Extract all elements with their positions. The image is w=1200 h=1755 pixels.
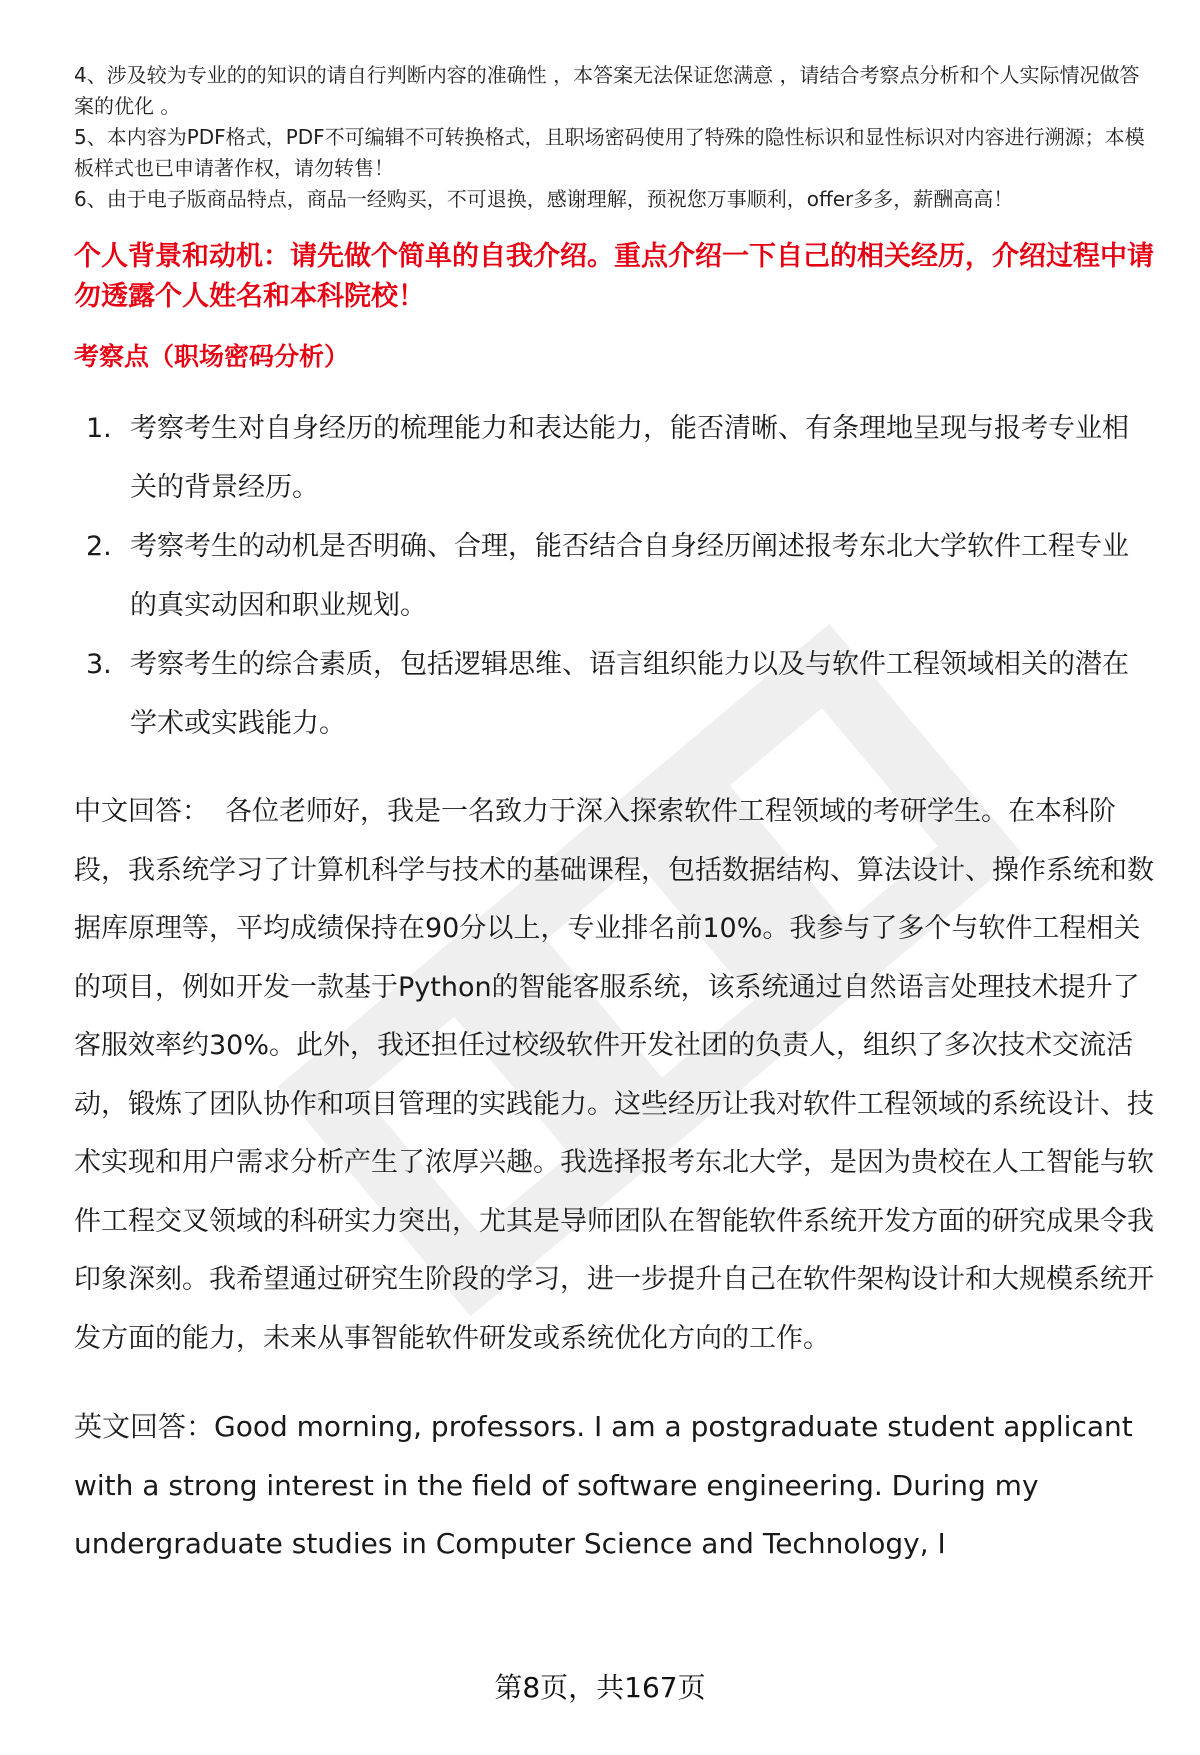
notice-item: 5、本内容为PDF格式，PDF不可编辑不可转换格式，且职场密码使用了特殊的隐性标识和显性标识对内容进行溯源；本模板样式也已申请著作权，请勿转售！ [74, 125, 1145, 180]
english-answer-text: Good morning, professors. I am a postgraduate student applicant with a strong interest in the field of software engineering. During my undergraduate studies in Computer Science and Technology, I [74, 1410, 1133, 1560]
notice-item: 6、由于电子版商品特点，商品一经购买，不可退换，感谢理解，预祝您万事顺利，offer多多，薪酬高高！ [74, 187, 1014, 211]
chinese-answer-label: 中文回答： [74, 796, 209, 827]
list-number: 2. [86, 531, 112, 562]
english-answer [74, 1398, 1154, 1574]
list-number: 1. [86, 413, 112, 444]
document-page [74, 60, 1154, 1574]
list-item [74, 399, 1154, 517]
section-title: 考察点（职场密码分析） [74, 342, 350, 371]
notice-list [74, 60, 1154, 215]
list-text: 考察考生的动机是否明确、合理，能否结合自身经历阐述报考东北大学软件工程专业的真实动因和职业规划。 [130, 531, 1129, 621]
english-answer-label: 英文回答： [74, 1410, 215, 1443]
list-item [74, 635, 1154, 753]
list-number: 3. [86, 649, 112, 680]
notice-item: 4、涉及较为专业的的知识的请自行判断内容的准确性 ，本答案无法保证您满意 ，请结合考察点分析和个人实际情况做答案的优化 。 [74, 63, 1140, 118]
page-number: 第8页，共167页 [494, 1671, 706, 1704]
interview-question: 个人背景和动机：请先做个简单的自我介绍。重点介绍一下自己的相关经历，介绍过程中请勿透露个人姓名和本科院校！ [74, 241, 1154, 312]
list-item [74, 517, 1154, 635]
list-text: 考察考生对自身经历的梳理能力和表达能力，能否清晰、有条理地呈现与报考专业相关的背景经历。 [130, 413, 1129, 503]
list-text: 考察考生的综合素质，包括逻辑思维、语言组织能力以及与软件工程领域相关的潜在学术或实践能力。 [130, 649, 1129, 739]
assessment-points [74, 399, 1154, 753]
chinese-answer [74, 783, 1154, 1368]
chinese-answer-text: 各位老师好，我是一名致力于深入探索软件工程领域的考研学生。在本科阶段，我系统学习了计算机科学与技术的基础课程，包括数据结构、算法设计、操作系统和数据库原理等，平均成绩保持在90分以上，专业排名前10%。我参与了多个与软件工程相关的项目，例如开发一款基于Python的智能客服系统，该系统通过自然语言处理技术提升了客服效率约30%。此外，我还担任过校级软件开发社团的负责人，组织了多次技术交流活动，锻炼了团队协作和项目管理的实践能力。这些经历让我对软件工程领域的系统设计、技术实现和用户需求分析产生了浓厚兴趣。我选择报考东北大学，是因为贵校在人工智能与软件工程交叉领域的科研实力突出，尤其是导师团队在智能软件系统开发方面的研究成果令我印象深刻。我希望通过研究生阶段的学习，进一步提升自己在软件架构设计和大规模系统开发方面的能力，未来从事智能软件研发或系统优化方向的工作。 [74, 796, 1154, 1354]
